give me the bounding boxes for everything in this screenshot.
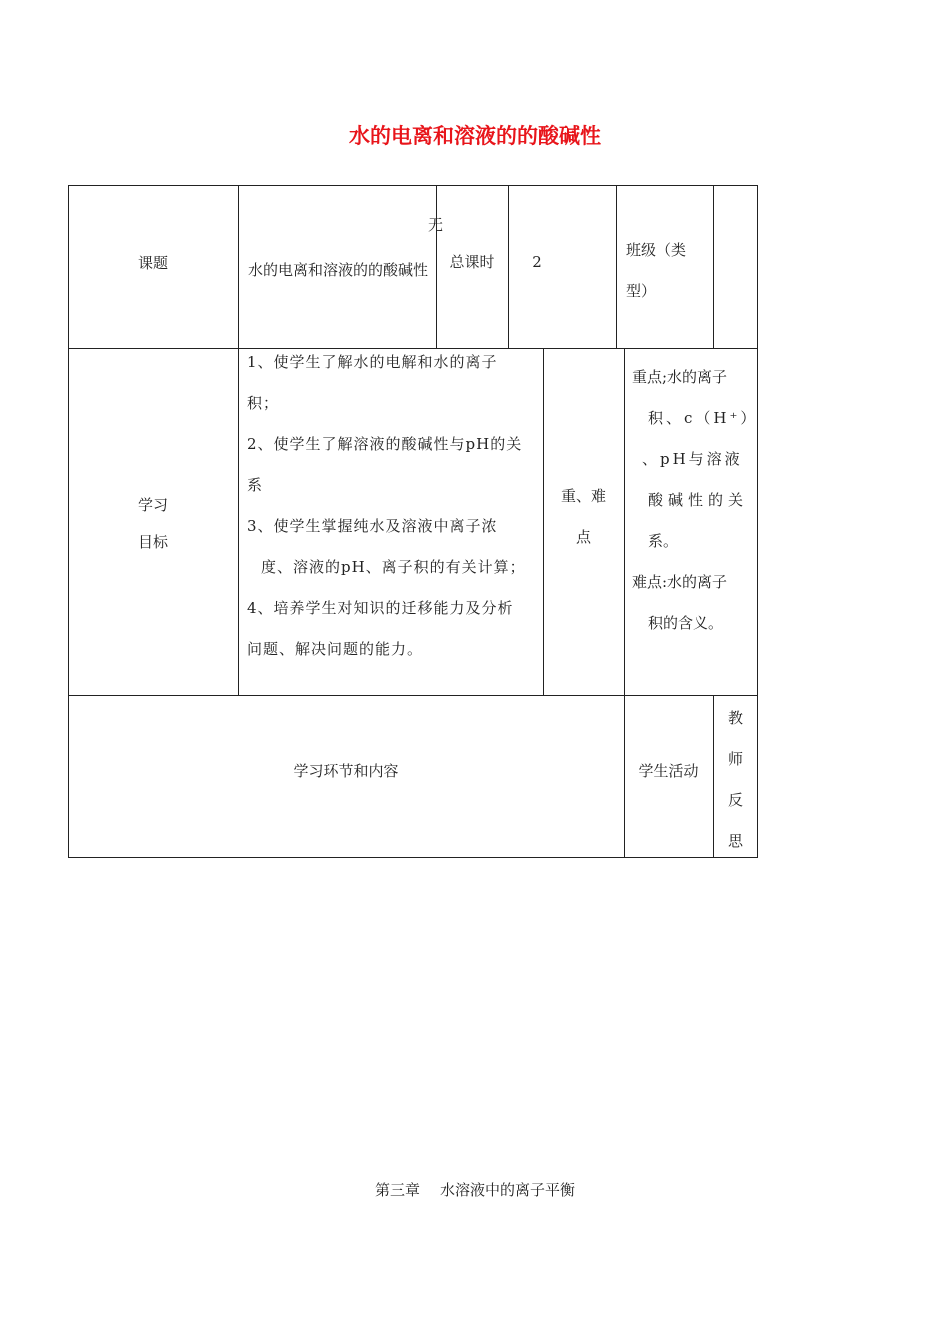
col-divider [238,348,239,695]
key-points-label-line2: 点 [575,528,591,546]
col-divider [713,185,714,348]
goal-line: 问题、解决问题的能力。 [247,640,424,658]
class-type-label [626,230,686,312]
student-activity-label: 学生活动 [638,762,699,780]
class-type-line1: 班级（类 [626,241,687,259]
reflection-char: 教 [727,709,743,727]
goal-line: 3、使学生掌握纯水及溶液中离子浓 [247,517,498,535]
content-label: 学习环节和内容 [293,762,399,780]
goal-line: 2、使学生了解溶液的酸碱性与pH的关 [247,435,523,453]
col-divider [238,185,239,348]
goal-line: 度、溶液的pH、离子积的有关计算； [261,558,526,576]
total-hours-label: 总课时 [449,253,495,271]
key-point-line: 重点;水的离子 [632,368,728,386]
key-points-label [543,476,624,558]
key-point-line: 、pH与溶液 [642,450,743,468]
chapter-title: 水溶液中的离子平衡 [440,1181,576,1199]
goals-label-line1: 学习 [137,496,168,514]
document-title: 水的电离和溶液的的酸碱性 [349,124,601,148]
key-point-line: 难点:水的离子 [632,573,728,591]
reflection-char: 思 [727,832,743,850]
goal-line: 积； [247,394,280,412]
learning-goals [247,342,541,670]
goal-line: 系 [247,476,264,494]
key-point-line: 酸碱性的关 [648,491,749,509]
topic-value-text: 水的电离和溶液的的酸碱性 [247,261,428,279]
key-points-label-line1: 重、难 [560,487,606,505]
goals-label [68,487,238,561]
col-divider [616,185,617,348]
reflection-char: 反 [727,791,743,809]
key-point-line: 积、c（H⁺） [648,409,759,427]
key-point-line: 积的含义。 [648,614,724,632]
topic-label: 课题 [137,254,168,272]
col-divider [624,348,625,695]
row-divider [68,695,758,696]
topic-value [244,252,432,289]
goal-line: 1、使学生了解水的电解和水的离子 [247,353,498,371]
goals-label-line2: 目标 [137,533,168,551]
teacher-reflection-label [713,698,758,862]
goal-line: 4、培养学生对知识的迁移能力及分析 [247,599,514,617]
chapter-number: 第三章 [374,1181,420,1199]
key-point-line: 系。 [648,532,679,550]
key-points-content [632,357,759,644]
class-type-line2: 型） [626,282,657,300]
reflection-char: 师 [727,750,743,768]
chapter-footer [0,1179,950,1200]
total-hours-value: 2 [532,253,542,271]
topic-value-marker: 无 [428,216,444,234]
